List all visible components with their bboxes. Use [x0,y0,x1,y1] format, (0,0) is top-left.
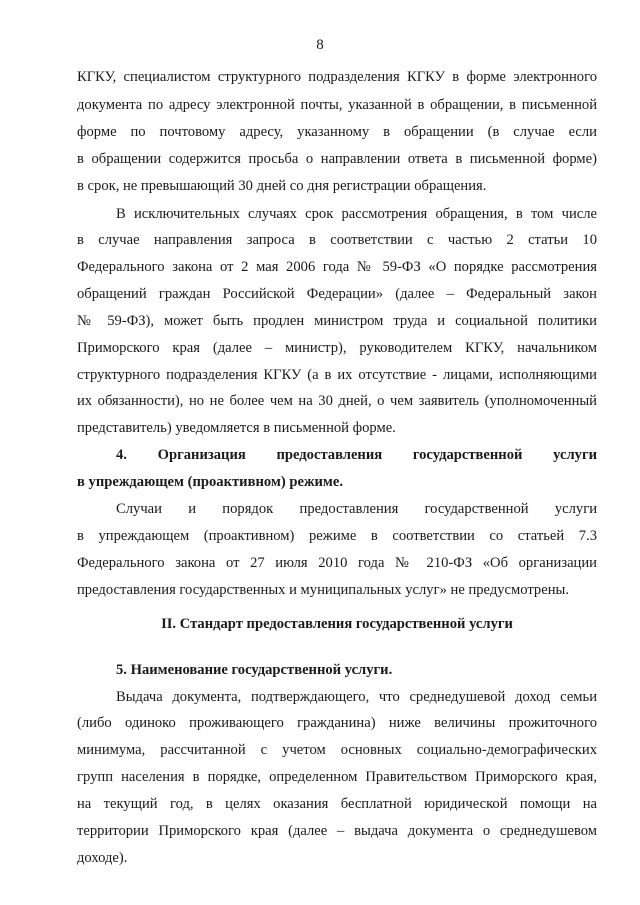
paragraph-2-line-4: обращений граждан Российской Федерации» (далее – Федеральный закон [77,286,597,302]
section-4-heading-line-1: 4. Организация предоставления государственной услуги [116,447,597,463]
paragraph-4-line-6: территории Приморского края (далее – выдача документа о среднедушевом [77,823,597,839]
page-number: 8 [316,37,324,53]
paragraph-3-line-2: в упреждающем (проактивном) режиме в соответствии со статьей 7.3 [77,528,597,544]
paragraph-2-line-1: В исключительных случаях срок рассмотрения обращения, в том числе [116,206,597,222]
paragraph-4-line-7: доходе). [77,850,128,866]
paragraph-2-line-3: Федерального закона от 2 мая 2006 года № 59-ФЗ «О порядке рассмотрения [77,259,597,275]
paragraph-1-line-1: КГКУ, специалистом структурного подразделения КГКУ в форме электронного [77,69,597,85]
paragraph-2-line-2: в случае направления запроса в соответствии с частью 2 статьи 10 [77,232,597,248]
paragraph-1-line-3: форме по почтовому адресу, указанному в обращении (в случае если [77,124,597,140]
paragraph-2-line-9: представитель) уведомляется в письменной форме. [77,420,396,436]
paragraph-1-line-5: в срок, не превышающий 30 дней со дня регистрации обращения. [77,178,487,194]
paragraph-1-line-2: документа по адресу электронной почты, указанной в обращении, в письменной [77,97,597,113]
paragraph-4-line-4: групп населения в порядке, определенном Правительством Приморского края, [77,769,597,785]
section-4-heading-line-2: в упреждающем (проактивном) режиме. [77,474,344,490]
paragraph-3-line-3: Федерального закона от 27 июля 2010 года № 210-ФЗ «Об организации [77,555,597,571]
paragraph-2-line-7: структурного подразделения КГКУ (а в их отсутствие - лицами, исполняющими [77,367,597,383]
paragraph-2-line-6: Приморского края (далее – министр), руководителем КГКУ, начальником [77,340,597,356]
chapter-2-heading: II. Стандарт предоставления государственной услуги [161,616,513,632]
paragraph-4-line-3: минимума, рассчитанной с учетом основных социально-демографических [77,742,597,758]
paragraph-4-line-2: (либо одиноко проживающего гражданина) ниже величины прожиточного [77,715,597,731]
section-5-heading: 5. Наименование государственной услуги. [116,662,393,678]
paragraph-1-line-4: в обращении содержится просьба о направлении ответа в письменной форме) [77,151,597,167]
paragraph-3-line-1: Случаи и порядок предоставления государственной услуги [116,501,597,517]
paragraph-4-line-5: на текущий год, в целях оказания бесплатной юридической помощи на [77,796,597,812]
paragraph-4-line-1: Выдача документа, подтверждающего, что среднедушевой доход семьи [116,689,597,705]
paragraph-2-line-5: № 59-ФЗ), может быть продлен министром труда и социальной политики [77,313,597,329]
paragraph-2-line-8: их обязанности), но не более чем на 30 дней, о чем заявитель (уполномоченный [77,393,597,409]
paragraph-3-line-4: предоставления государственных и муниципальных услуг» не предусмотрены. [77,582,569,598]
